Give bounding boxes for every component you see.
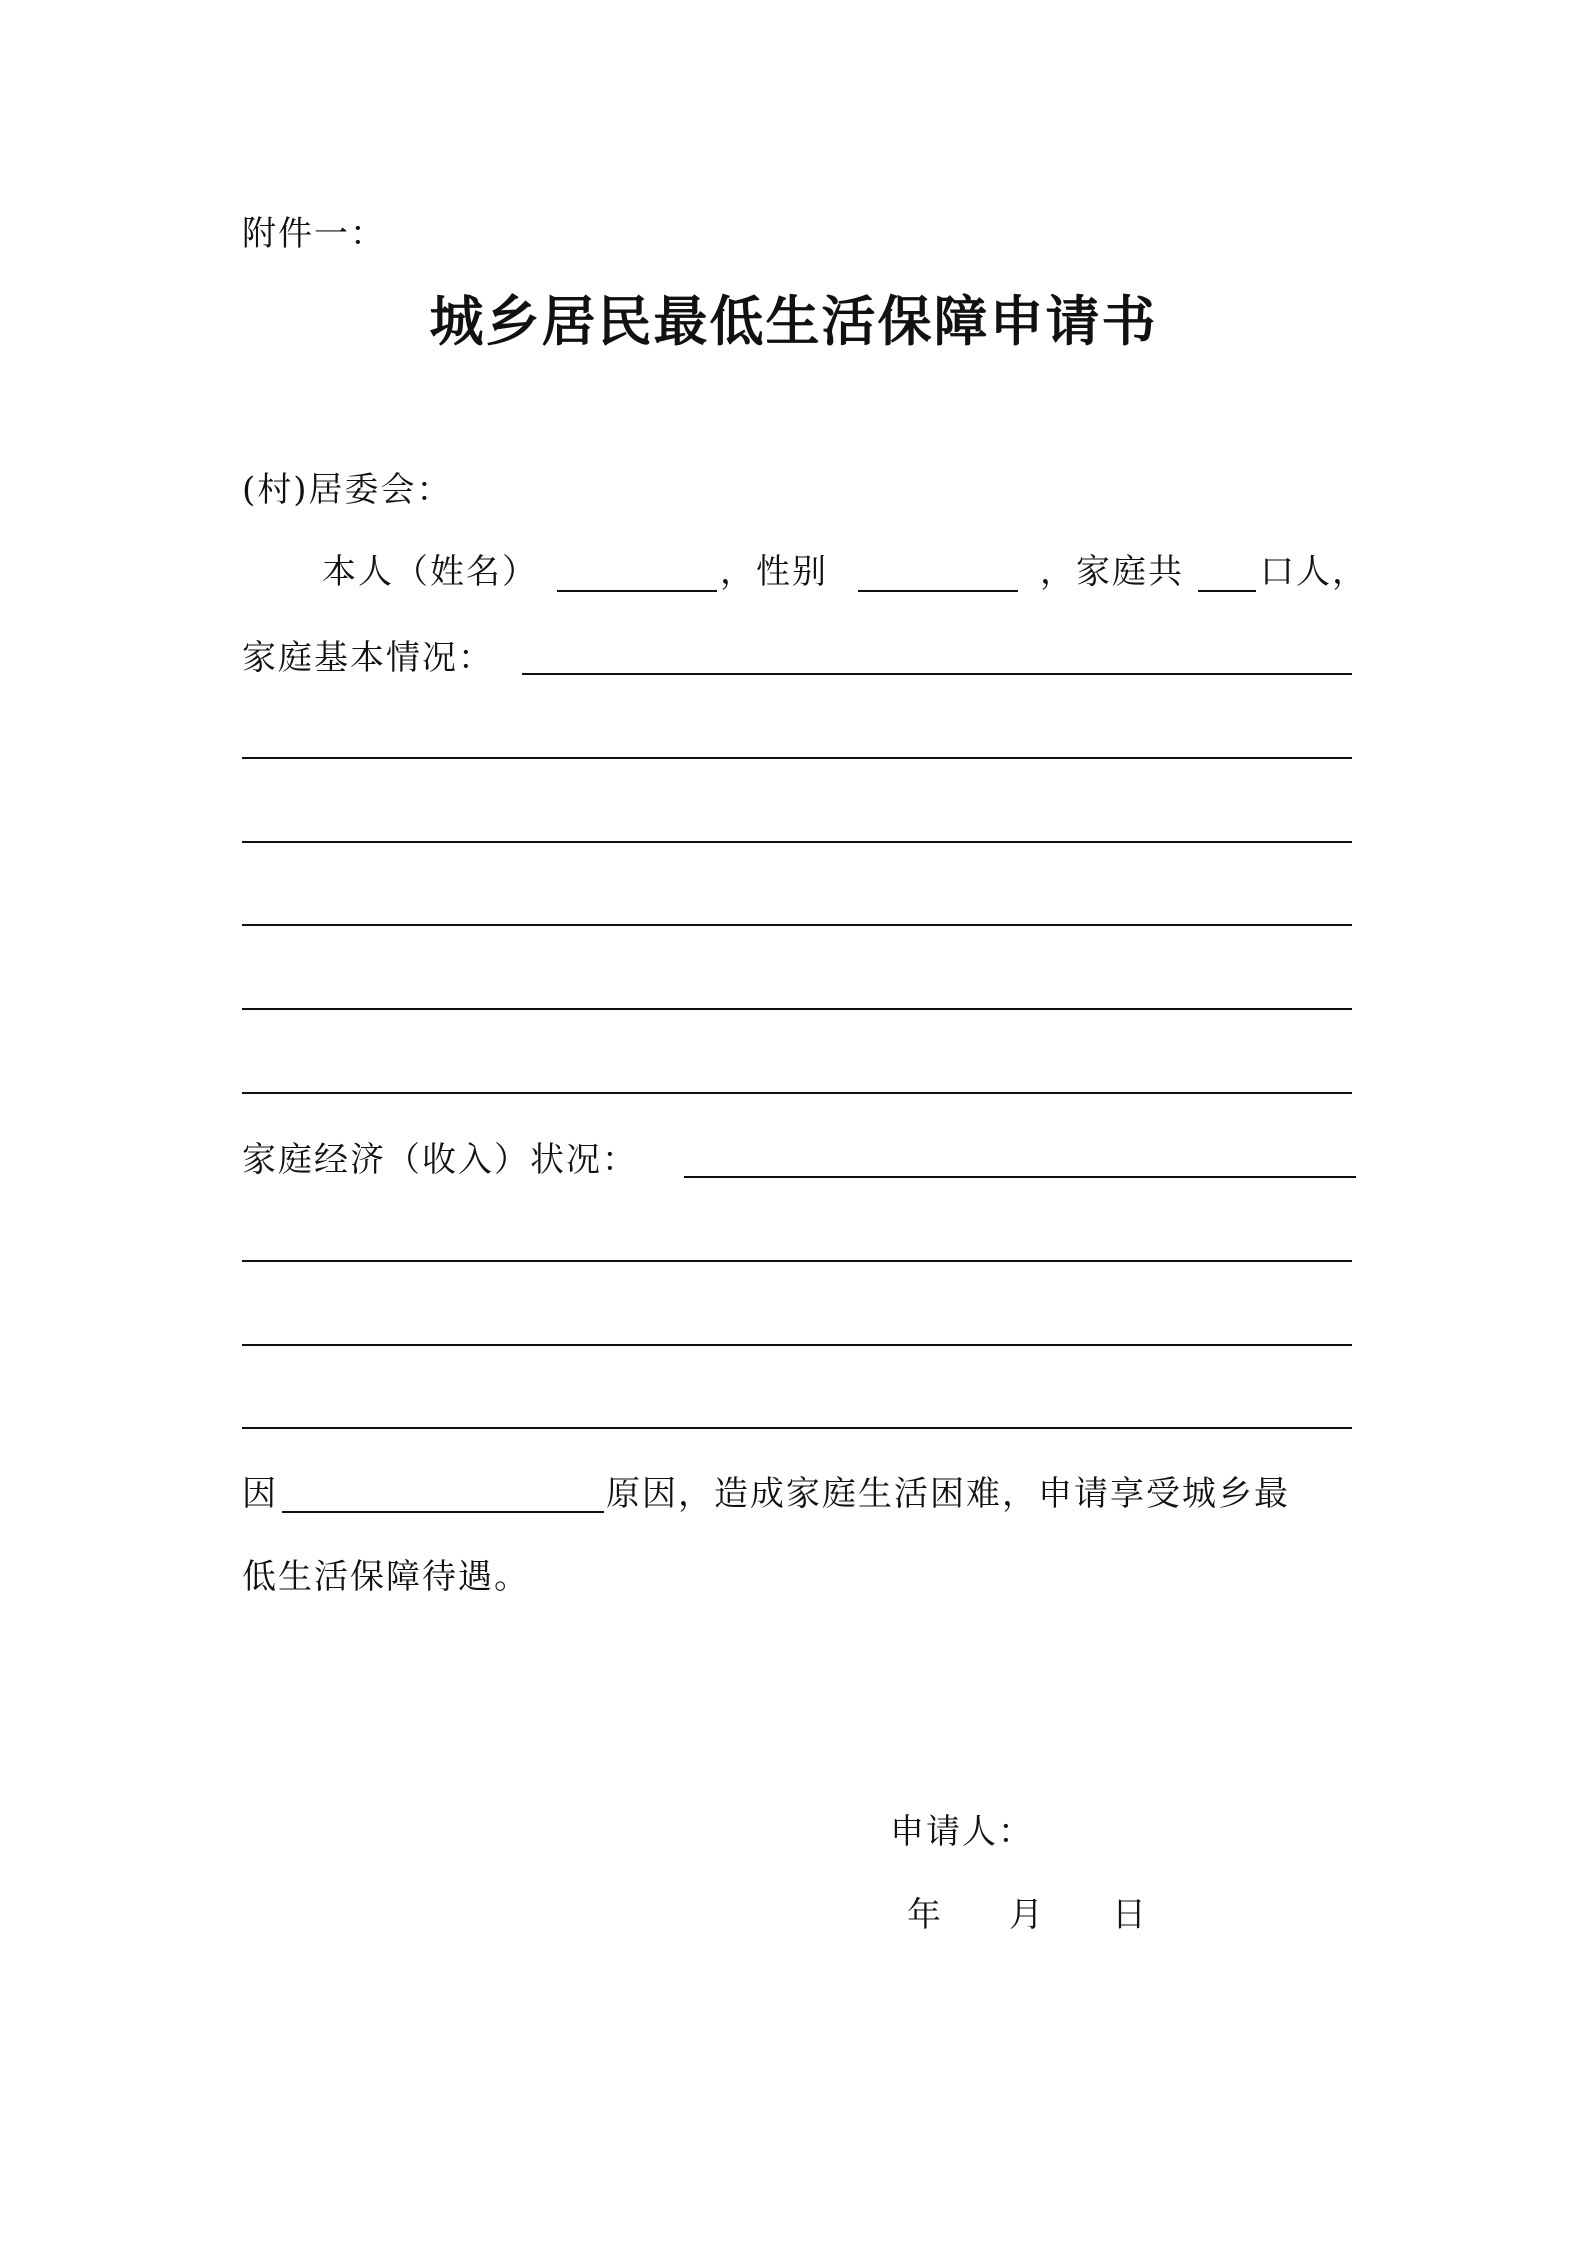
family-size-label: ，家庭共 [1040,552,1184,592]
family-basic-line-6[interactable] [242,1092,1352,1094]
attachment-label: 附件一： [242,214,386,254]
document-title: 城乡居民最低生活保障申请书 [429,290,1158,353]
family-size-blank[interactable] [1198,590,1256,592]
family-basic-label: 家庭基本情况： [242,638,494,678]
reason-blank[interactable] [282,1511,604,1513]
date-day-label: 日 [1112,1895,1148,1935]
family-basic-line-3[interactable] [242,841,1352,843]
gender-blank[interactable] [858,590,1018,592]
family-economy-line-4[interactable] [242,1427,1352,1429]
family-economy-label: 家庭经济（收入）状况： [242,1140,638,1180]
applicant-label: 申请人： [890,1812,1034,1852]
salutation: (村)居委会： [242,470,453,510]
date-year-label: 年 [907,1895,943,1935]
date-month-label: 月 [1009,1895,1045,1935]
gender-label: ，性别 [720,552,828,592]
persons-suffix: 口人， [1260,552,1368,592]
family-basic-line-4[interactable] [242,924,1352,926]
reason-continuation: 低生活保障待遇。 [242,1557,530,1597]
reason-suffix: 原因，造成家庭生活困难，申请享受城乡最 [606,1474,1290,1514]
family-basic-line-2[interactable] [242,757,1352,759]
family-economy-line-2[interactable] [242,1260,1352,1262]
reason-prefix: 因 [242,1474,278,1514]
family-basic-line-1[interactable] [522,673,1352,675]
self-name-label: 本人（姓名） [322,552,538,592]
name-blank[interactable] [557,590,717,592]
family-economy-line-3[interactable] [242,1344,1352,1346]
family-economy-line-1[interactable] [684,1176,1356,1178]
family-basic-line-5[interactable] [242,1008,1352,1010]
